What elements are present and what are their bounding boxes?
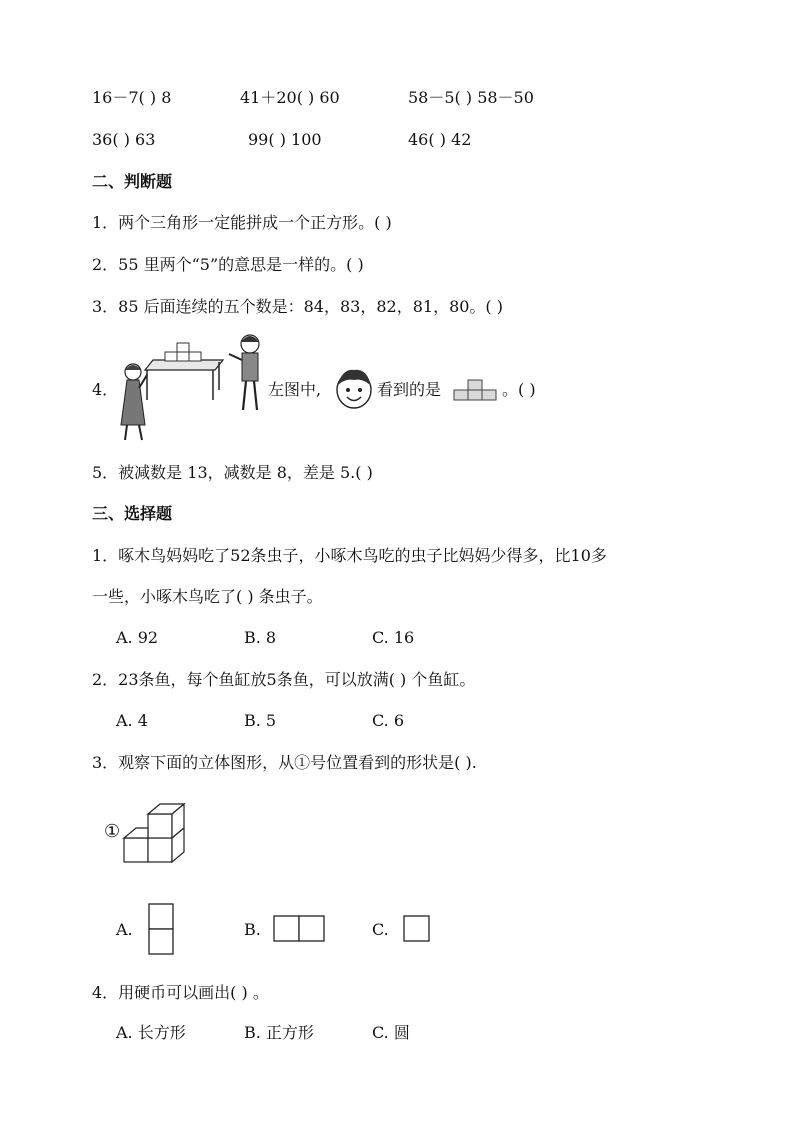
compare-item: 46( ) 42 bbox=[408, 130, 472, 149]
choice-3-option-c[interactable]: C. bbox=[372, 920, 389, 939]
section-title-judge: 二、判断题 bbox=[92, 172, 173, 191]
front-view-shape-icon bbox=[453, 378, 497, 402]
question-judge-4-number: 4． bbox=[92, 380, 119, 399]
children-table-illustration bbox=[115, 330, 265, 448]
compare-item: 36( ) 63 bbox=[92, 130, 156, 149]
choice-3-option-b[interactable]: B. bbox=[244, 920, 261, 939]
compare-item: 16－7( ) 8 bbox=[92, 88, 172, 107]
choice-1-option-b[interactable]: B. 8 bbox=[244, 628, 277, 647]
question-judge-4-text-a: 左图中, bbox=[268, 380, 322, 399]
choice-4-option-c[interactable]: C. 圆 bbox=[372, 1023, 410, 1042]
compare-item: 41＋20( ) 60 bbox=[240, 88, 340, 107]
question-choice-3: 3．观察下面的立体图形，从①号位置看到的形状是( ). bbox=[92, 753, 477, 772]
question-judge-1: 1．两个三角形一定能拼成一个正方形。( ) bbox=[92, 213, 392, 232]
choice-2-option-c[interactable]: C. 6 bbox=[372, 711, 405, 730]
question-judge-5: 5．被减数是 13，减数是 8，差是 5.( ) bbox=[92, 463, 373, 482]
question-choice-1-line2: 一些，小啄木鸟吃了( ) 条虫子。 bbox=[92, 587, 323, 606]
choice-1-option-a[interactable]: A. 92 bbox=[116, 628, 159, 647]
choice-4-option-a[interactable]: A. 长方形 bbox=[116, 1023, 186, 1042]
question-judge-4-text-b: 看到的是 bbox=[377, 380, 442, 399]
question-choice-2: 2．23条鱼，每个鱼缸放5条鱼，可以放满( ) 个鱼缸。 bbox=[92, 670, 476, 689]
compare-item: 58－5( ) 58－50 bbox=[408, 88, 534, 107]
option-c-shape[interactable] bbox=[403, 915, 430, 942]
question-choice-4: 4．用硬币可以画出( ) 。 bbox=[92, 983, 269, 1002]
option-b-shape[interactable] bbox=[273, 915, 325, 942]
boy-face-icon bbox=[333, 366, 375, 410]
question-judge-2: 2．55 里两个“5”的意思是一样的。( ) bbox=[92, 255, 364, 274]
position-marker: ① bbox=[104, 821, 121, 842]
choice-2-option-b[interactable]: B. 5 bbox=[244, 711, 277, 730]
choice-2-option-a[interactable]: A. 4 bbox=[116, 711, 148, 730]
compare-item: 99( ) 100 bbox=[248, 130, 322, 149]
section-title-choice: 三、选择题 bbox=[92, 504, 173, 523]
option-a-shape[interactable] bbox=[148, 903, 174, 955]
choice-4-option-b[interactable]: B. 正方形 bbox=[244, 1023, 314, 1042]
choice-3-option-a[interactable]: A. bbox=[116, 920, 133, 939]
question-judge-4-text-c: 。( ) bbox=[502, 380, 536, 399]
choice-1-option-c[interactable]: C. 16 bbox=[372, 628, 415, 647]
cube-stack-figure bbox=[122, 800, 186, 864]
question-choice-1-line1: 1．啄木鸟妈妈吃了52条虫子，小啄木鸟吃的虫子比妈妈少得多，比10多 bbox=[92, 546, 607, 565]
question-judge-3: 3．85 后面连续的五个数是：84，83，82，81，80。( ) bbox=[92, 297, 503, 316]
